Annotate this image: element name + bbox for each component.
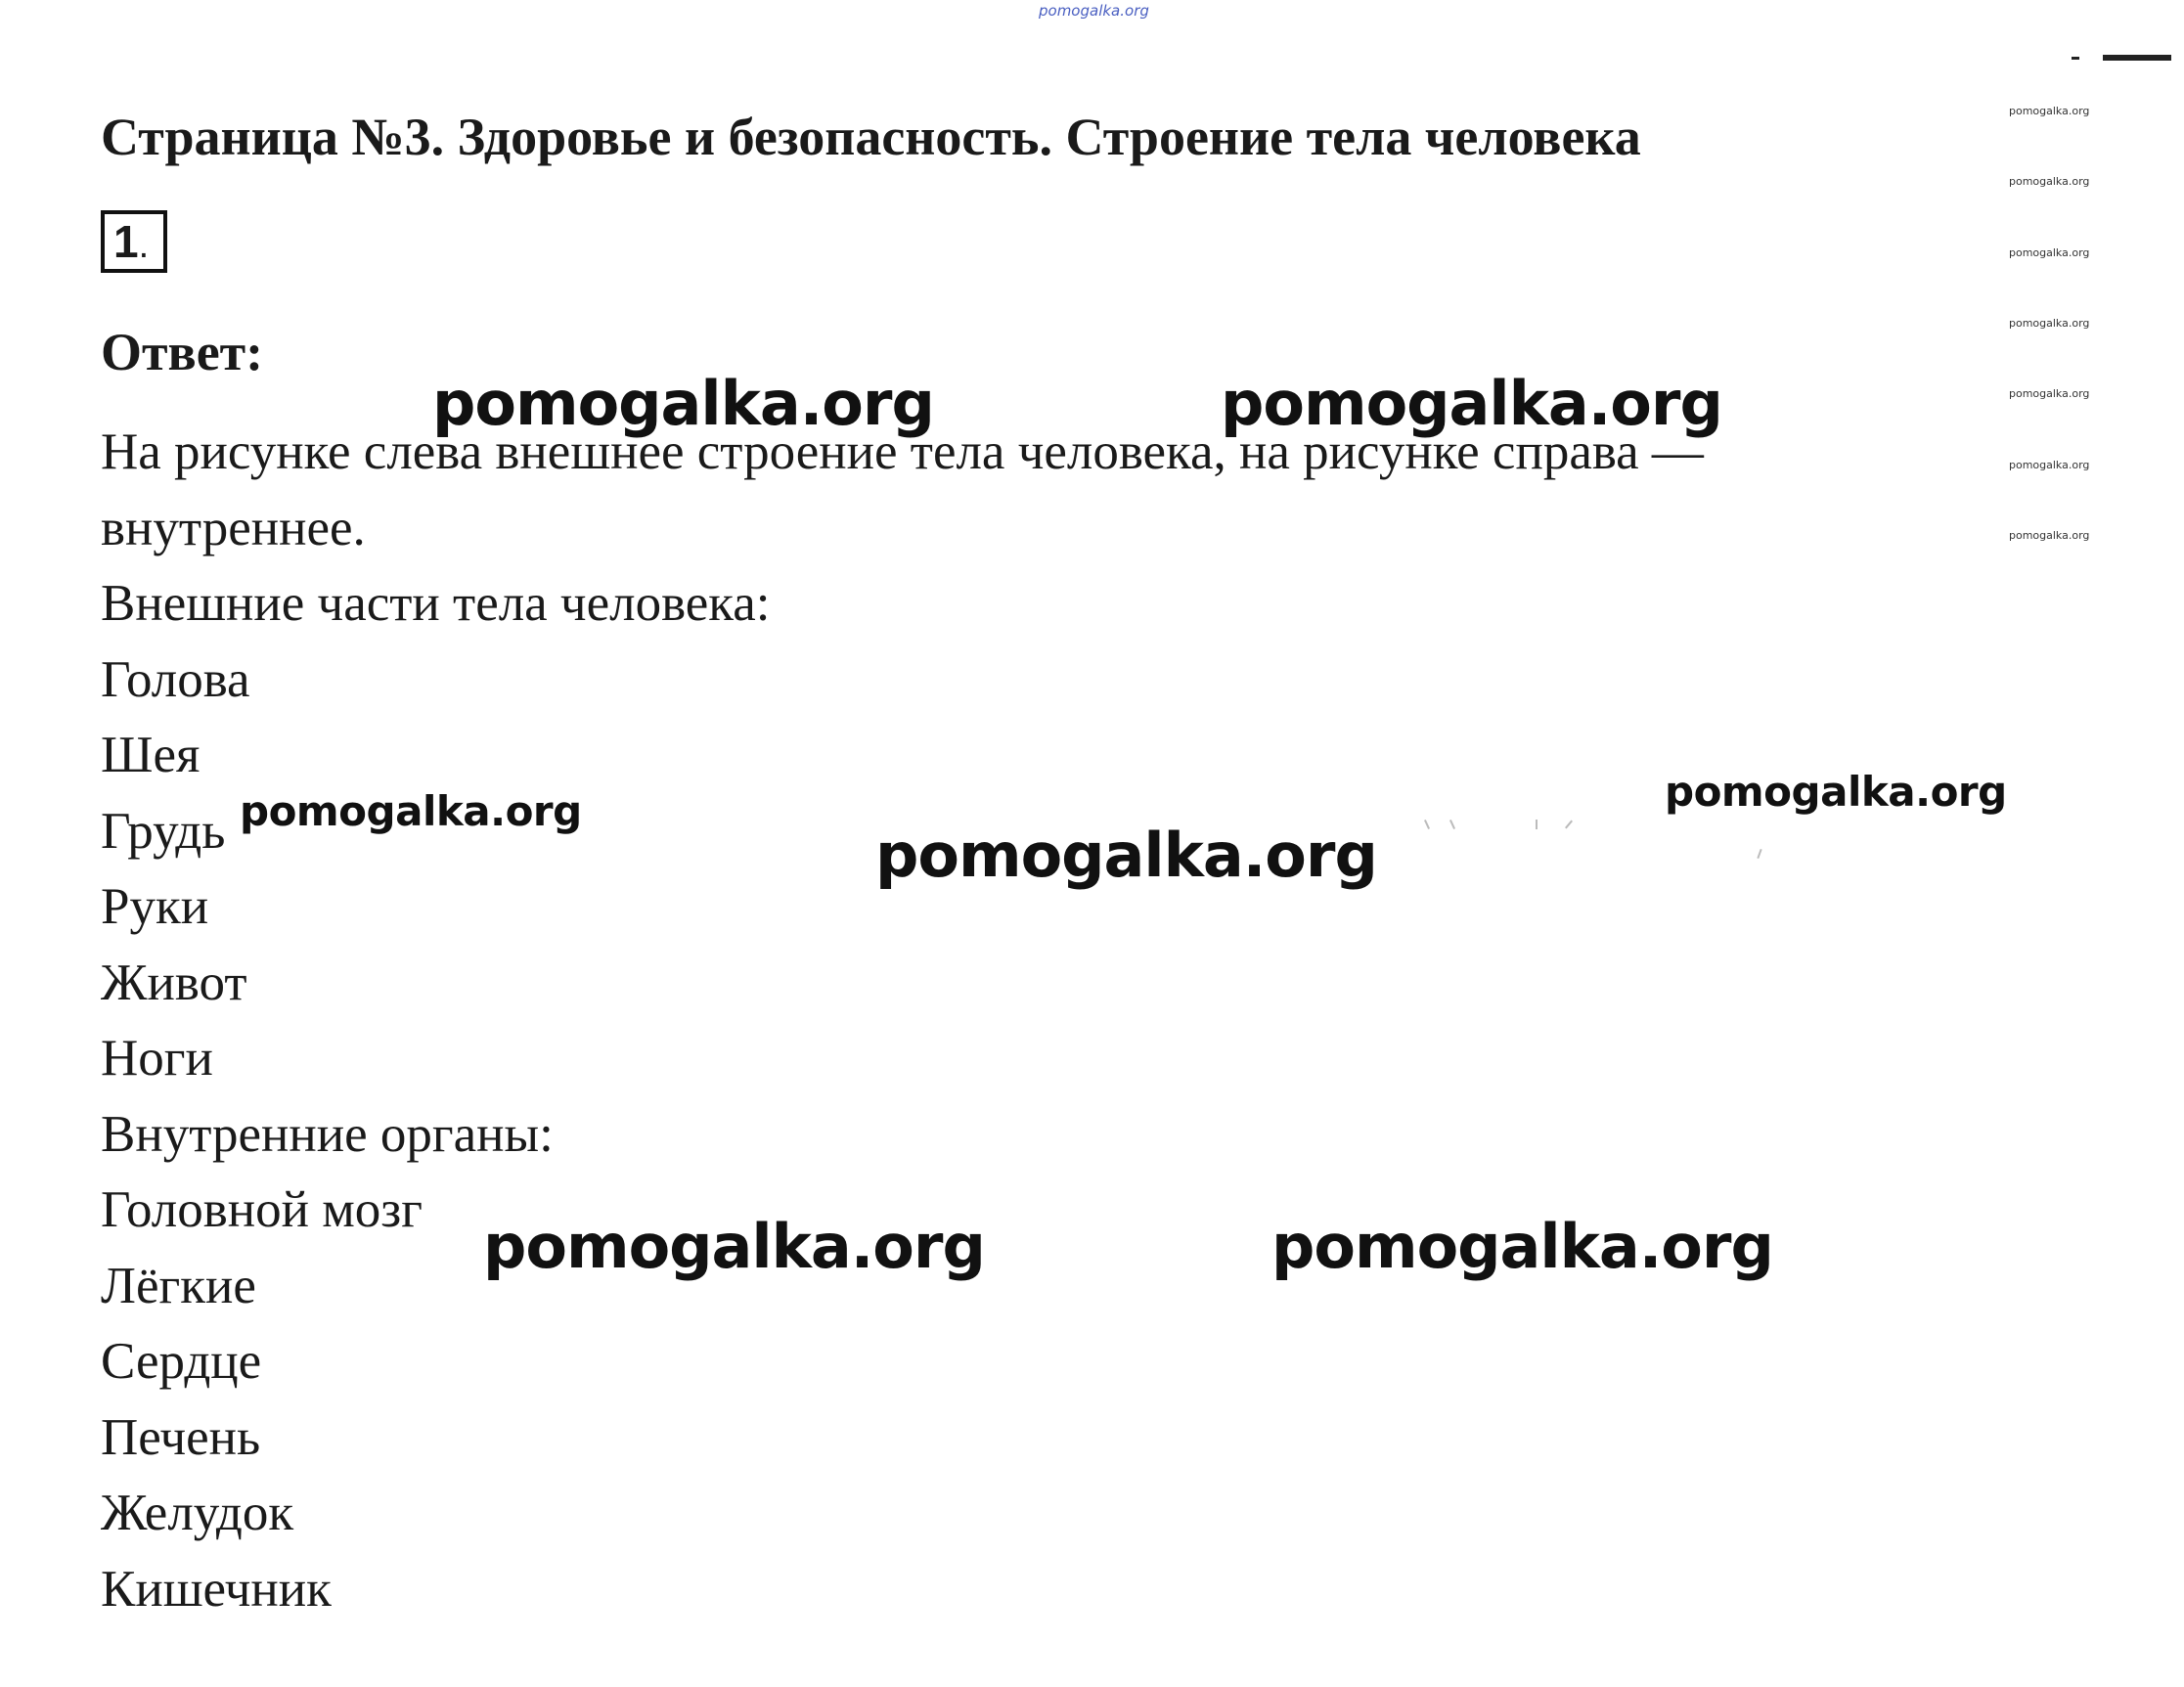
side-watermark: pomogalka.org xyxy=(2009,459,2090,471)
answer-line: Желудок xyxy=(101,1485,294,1541)
answer-line: Внутренние органы: xyxy=(101,1105,554,1163)
answer-line: Сердце xyxy=(101,1333,262,1390)
side-watermark: pomogalka.org xyxy=(2009,529,2090,542)
watermark: pomogalka.org xyxy=(240,787,582,835)
answer-line: Кишечник xyxy=(101,1560,332,1618)
watermark: pomogalka.org xyxy=(1665,768,2007,816)
answer-body xyxy=(101,415,1959,1627)
task-number: 1 xyxy=(113,216,139,267)
answer-line: Печень xyxy=(101,1408,261,1466)
answer-label: Ответ: xyxy=(101,323,264,381)
task-number-dot: . xyxy=(138,225,150,266)
watermark: pomogalka.org xyxy=(875,820,1377,891)
answer-line: Грудь xyxy=(101,802,226,860)
watermark: pomogalka.org xyxy=(432,368,934,439)
side-watermark: pomogalka.org xyxy=(2009,387,2090,400)
scan-speck xyxy=(2103,55,2171,61)
answer-line: Живот xyxy=(101,954,247,1011)
watermark: pomogalka.org xyxy=(483,1211,985,1282)
watermark: pomogalka.org xyxy=(1271,1211,1773,1282)
task-number-box xyxy=(101,210,167,273)
side-watermark: pomogalka.org xyxy=(2009,105,2090,117)
answer-line: Лёгкие xyxy=(101,1257,256,1314)
answer-line: внутреннее. xyxy=(101,499,366,556)
watermark: pomogalka.org xyxy=(1221,368,1722,439)
answer-line: На рисунке слева внешнее строение тела человека, на рисунке справа — xyxy=(101,423,1704,480)
answer-line: Голова xyxy=(101,650,250,708)
top-watermark: pomogalka.org xyxy=(1039,2,1149,20)
side-watermark: pomogalka.org xyxy=(2009,317,2090,330)
answer-line: Руки xyxy=(101,878,209,935)
answer-line: Ноги xyxy=(101,1030,213,1087)
page-title: Страница №3. Здоровье и безопасность. Строение тела человека xyxy=(101,108,1641,166)
side-watermark: pomogalka.org xyxy=(2009,246,2090,259)
answer-line: Шея xyxy=(101,727,201,783)
side-watermark: pomogalka.org xyxy=(2009,175,2090,188)
scan-speck xyxy=(2072,57,2079,60)
scan-speck xyxy=(1536,820,1538,829)
answer-line: Внешние части тела человека: xyxy=(101,575,771,632)
answer-line: Головной мозг xyxy=(101,1181,423,1238)
